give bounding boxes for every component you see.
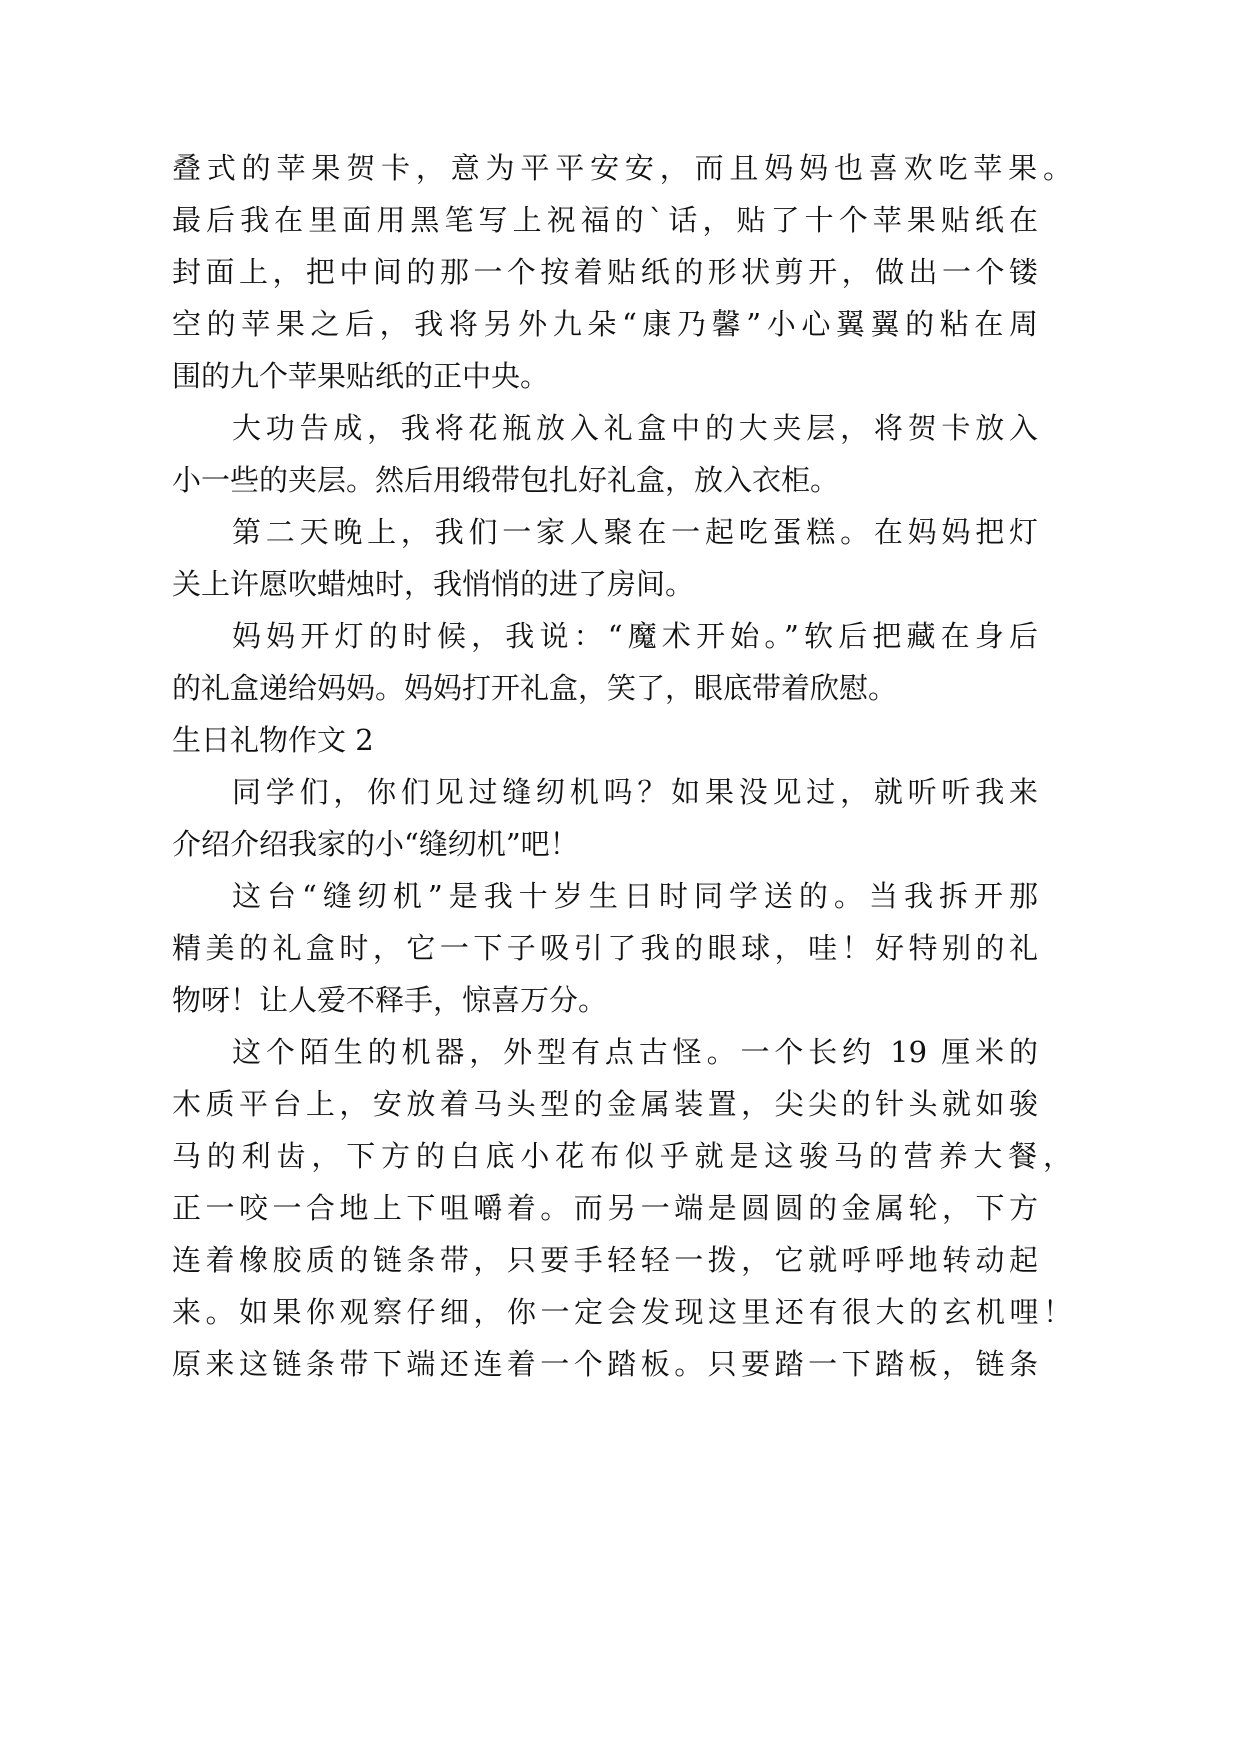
text-line: 连着橡胶质的链条带，只要手轻轻一拨，它就呼呼地转动起 — [172, 1243, 1038, 1277]
paragraph — [172, 142, 1092, 402]
text-line: 关上许愿吹蜡烛时，我悄悄的进了房间。 — [172, 567, 695, 601]
section-title: 生日礼物作文 2 — [172, 723, 374, 757]
text-line: 的礼盒递给妈妈。妈妈打开礼盒，笑了，眼底带着欣慰。 — [172, 671, 898, 705]
document-text — [172, 142, 1092, 1390]
text-line: 物呀！让人爱不释手，惊喜万分。 — [172, 983, 608, 1017]
paragraph — [172, 766, 1092, 870]
paragraph — [172, 1026, 1092, 1390]
text-line: 封面上，把中间的那一个按着贴纸的形状剪开，做出一个镂 — [172, 255, 1038, 289]
text-line: 介绍介绍我家的小“缝纫机”吧！ — [172, 827, 579, 861]
paragraph — [172, 402, 1092, 506]
text-line: 围的九个苹果贴纸的正中央。 — [172, 359, 550, 393]
text-line: 妈妈开灯的时候，我说：“魔术开始。”软后把藏在身后 — [232, 619, 1038, 653]
text-line: 小一些的夹层。然后用缎带包扎好礼盒，放入衣柜。 — [172, 463, 840, 497]
text-line: 来。如果你观察仔细，你一定会发现这里还有很大的玄机哩！ — [172, 1295, 1072, 1329]
text-line: 大功告成，我将花瓶放入礼盒中的大夹层，将贺卡放入 — [232, 411, 1038, 445]
text-line: 这台“缝纫机”是我十岁生日时同学送的。当我拆开那 — [232, 879, 1038, 913]
text-line: 精美的礼盒时，它一下子吸引了我的眼球，哇！好特别的礼 — [172, 931, 1038, 965]
text-line: 第二天晚上，我们一家人聚在一起吃蛋糕。在妈妈把灯 — [232, 515, 1038, 549]
paragraph — [172, 610, 1092, 714]
text-line: 这个陌生的机器，外型有点古怪。一个长约 19 厘米的 — [232, 1035, 1038, 1069]
paragraph — [172, 506, 1092, 610]
text-line: 同学们，你们见过缝纫机吗？如果没见过，就听听我来 — [232, 775, 1038, 809]
text-line: 木质平台上，安放着马头型的金属装置，尖尖的针头就如骏 — [172, 1087, 1038, 1121]
paragraph — [172, 870, 1092, 1026]
text-line: 正一咬一合地上下咀嚼着。而另一端是圆圆的金属轮，下方 — [172, 1191, 1038, 1225]
text-line: 叠式的苹果贺卡，意为平平安安，而且妈妈也喜欢吃苹果。 — [172, 151, 1072, 185]
text-line: 马的利齿，下方的白底小花布似乎就是这骏马的营养大餐， — [172, 1139, 1072, 1173]
text-line: 最后我在里面用黑笔写上祝福的`话，贴了十个苹果贴纸在 — [172, 203, 1038, 237]
text-line: 空的苹果之后，我将另外九朵“康乃馨”小心翼翼的粘在周 — [172, 307, 1038, 341]
text-line: 原来这链条带下端还连着一个踏板。只要踏一下踏板，链条 — [172, 1347, 1038, 1381]
